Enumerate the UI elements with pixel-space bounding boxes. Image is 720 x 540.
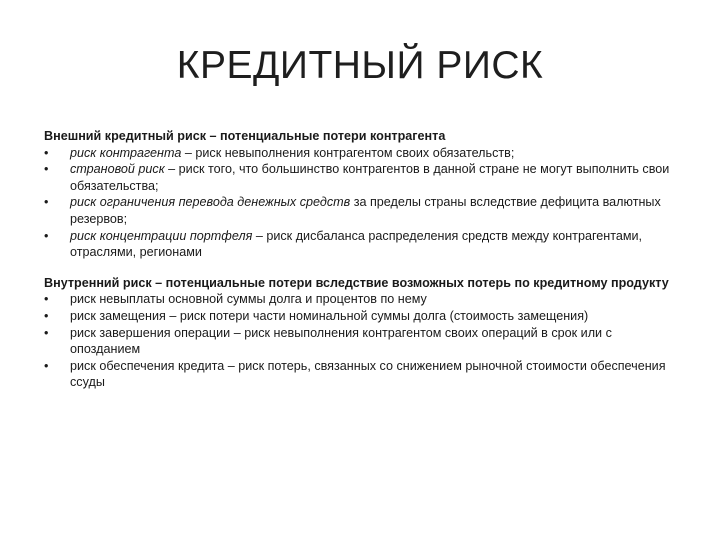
- internal-risk-heading: Внутренний риск – потенциальные потери вследствие возможных потерь по кредитному продукту: [44, 275, 669, 290]
- risk-description: – риск дисбаланса распределения средств между контрагентами, отраслями, регионами: [70, 228, 643, 260]
- external-risk-heading: Внешний кредитный риск – потенциальные потери контрагента: [44, 129, 446, 143]
- external-risk-section: [44, 128, 684, 261]
- bullet-icon: •: [44, 162, 49, 177]
- risk-description: – риск того, что большинство контрагентов в данной стране не могут выполнить свои обязательства;: [70, 162, 670, 193]
- list-item: [44, 194, 684, 227]
- risk-description: риск невыплаты основной суммы долга и процентов по нему: [70, 292, 427, 307]
- risk-term: риск концентрации портфеля: [70, 228, 253, 243]
- list-item: [44, 161, 684, 194]
- risk-description: – риск невыполнения контрагентом своих обязательств;: [181, 145, 515, 160]
- list-item: [44, 325, 684, 358]
- bullet-icon: •: [44, 325, 49, 340]
- internal-risk-section: [44, 275, 684, 391]
- list-item: [44, 358, 684, 391]
- bullet-icon: •: [44, 145, 49, 160]
- risk-description: риск завершения операции – риск невыполнения контрагентом своих операций в срок или с опозданием: [70, 325, 612, 357]
- bullet-icon: •: [44, 308, 49, 323]
- list-item: [44, 228, 684, 261]
- risk-description: риск замещения – риск потери части номинальной суммы долга (стоимость замещения): [70, 308, 589, 323]
- list-item: [44, 308, 684, 325]
- risk-description: риск обеспечения кредита – риск потерь, связанных со снижением рыночной стоимости обеспечения ссуды: [70, 358, 666, 390]
- bullet-icon: •: [44, 292, 49, 307]
- external-risk-list: [44, 145, 684, 261]
- risk-term: риск ограничения перевода денежных средств: [70, 195, 351, 210]
- slide-title: КРЕДИТНЫЙ РИСК: [176, 44, 544, 87]
- bullet-icon: •: [44, 195, 49, 210]
- risk-term: риск контрагента: [70, 145, 182, 160]
- list-item: [44, 145, 684, 162]
- risk-description: за пределы страны вследствие дефицита валютных резервов;: [70, 195, 661, 226]
- bullet-icon: •: [44, 228, 49, 243]
- risk-term: страновой риск: [70, 162, 165, 177]
- slide-content: [44, 128, 684, 391]
- bullet-icon: •: [44, 358, 49, 373]
- internal-risk-list: [44, 291, 684, 391]
- list-item: [44, 291, 684, 308]
